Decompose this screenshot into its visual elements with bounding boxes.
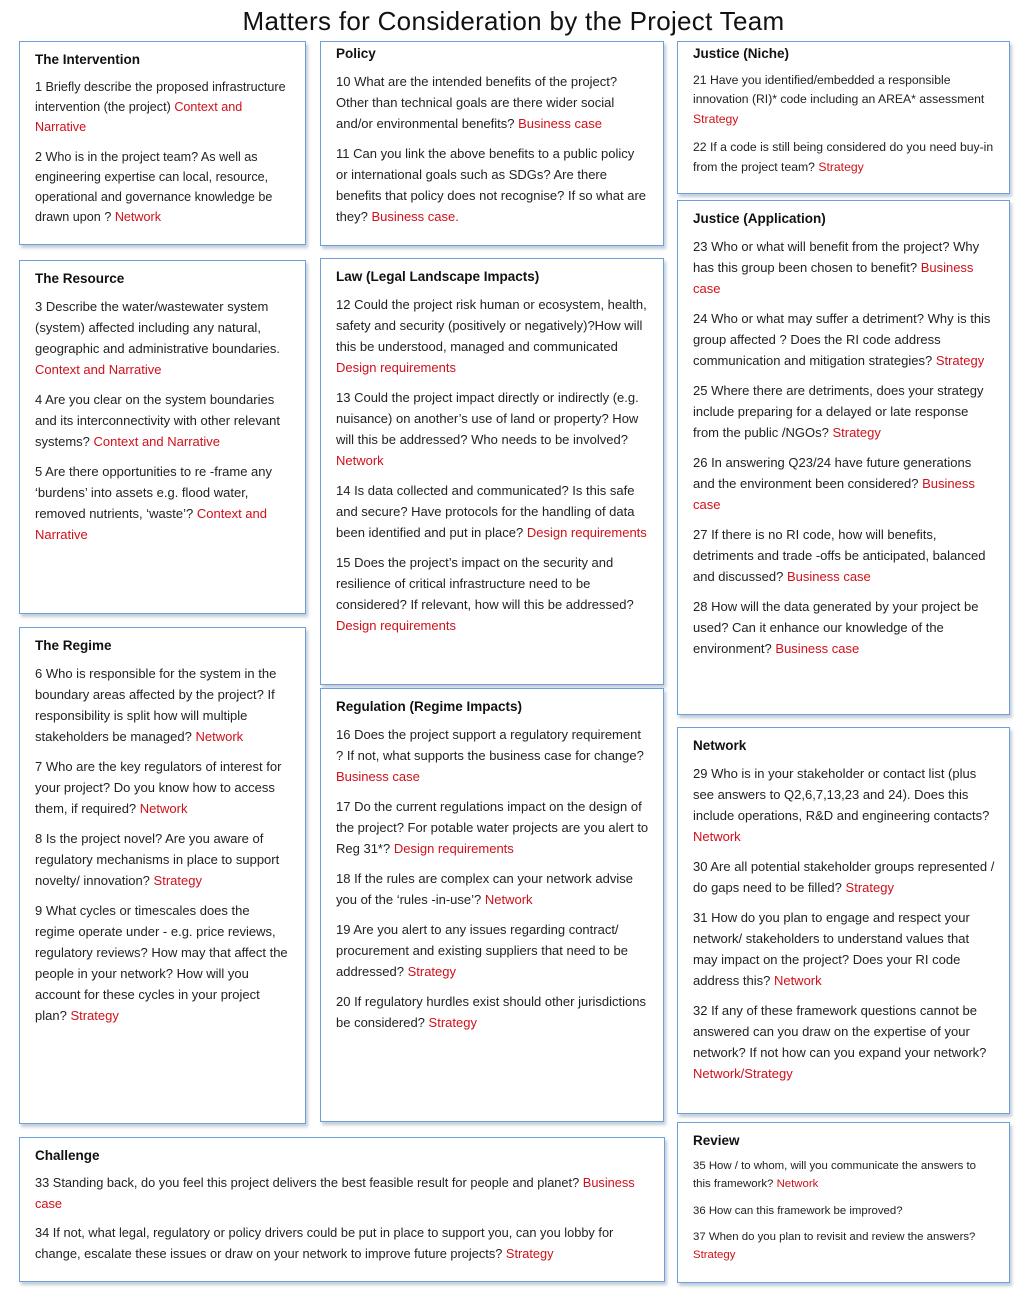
category-tag: Design requirements	[336, 618, 456, 633]
question-5	[35, 461, 291, 545]
question-text: 27 If there is no RI code, how will benefits, detriments and trade -offs be anticipated, balanced and discussed?	[693, 527, 986, 584]
question-text: 10 What are the intended benefits of the project? Other than technical goals are there wider social and/or environmental benefits?	[336, 74, 618, 131]
category-tag: Strategy	[505, 1245, 554, 1261]
review-box	[677, 1122, 1010, 1283]
resource-box	[19, 260, 306, 614]
category-tag: Network	[139, 801, 188, 816]
question-text: 25 Where there are detriments, does your strategy include preparing for a delayed or late response from the public /NGOs?	[693, 383, 984, 440]
page-title: Matters for Consideration by the Project Team	[242, 6, 785, 36]
justice-niche-box	[677, 41, 1010, 194]
question-36	[693, 1203, 995, 1221]
question-text: 19 Are you alert to any issues regarding contract/ procurement and existing suppliers that need to be addressed?	[336, 922, 628, 979]
box-heading: Regulation (Regime Impacts)	[336, 699, 523, 714]
category-tag: Network	[336, 453, 384, 468]
category-tag: Network	[114, 210, 162, 225]
question-text: 4 Are you clear on the system boundaries and its interconnectivity with other relevant systems?	[35, 392, 280, 449]
box-heading: Network	[693, 738, 747, 753]
question-text: 14 Is data collected and communicated? Is this safe and secure? Have protocols for the handling of data been identified and put in place?	[336, 483, 635, 540]
category-tag: Strategy	[845, 880, 894, 895]
question-text: 20 If regulatory hurdles exist should other jurisdictions be considered?	[336, 994, 646, 1030]
question-text: 13 Could the project impact directly or indirectly (e.g. nuisance) on another’s use of land or property? How will this be addressed? Who needs to be involved?	[336, 390, 639, 447]
question-text: 18 If the rules are complex can your network advise you of the ‘rules -in-use’?	[336, 871, 633, 907]
question-30	[693, 856, 995, 898]
question-text: 8 Is the project novel? Are you aware of regulatory mechanisms in place to support novelty/ innovation?	[35, 831, 280, 888]
intervention-box	[19, 41, 306, 245]
category-tag: Strategy	[70, 1008, 119, 1023]
justice-application-box	[677, 200, 1010, 715]
question-text: 30 Are all potential stakeholder groups represented / do gaps need to be filled?	[693, 859, 995, 895]
category-tag: Business case.	[371, 209, 459, 224]
category-tag: Business case	[35, 1175, 635, 1211]
box-heading: Policy	[336, 46, 376, 61]
category-tag: Strategy	[693, 1249, 736, 1262]
category-tag: Context and Narrative	[35, 100, 243, 135]
question-26	[693, 452, 995, 515]
question-28	[693, 596, 995, 659]
question-31	[693, 907, 995, 991]
question-7	[35, 756, 291, 819]
question-3	[35, 296, 291, 380]
question-text: 17 Do the current regulations impact on the design of the project? For potable water projects are you alert to Reg 31*?	[336, 799, 649, 856]
category-tag: Strategy	[818, 159, 864, 174]
question-27	[693, 524, 995, 587]
category-tag: Network	[195, 729, 244, 744]
question-text: 28 How will the data generated by your project be used? Can it enhance our knowledge of the environment?	[693, 599, 979, 656]
box-heading: Review	[693, 1133, 740, 1148]
category-tag: Network	[773, 973, 822, 988]
question-text: 22 If a code is still being considered do you need buy-in from the project team?	[693, 140, 994, 174]
question-text: 32 If any of these framework questions cannot be answered can you draw on the expertise of your network? If not how can you expand your network?	[693, 1003, 987, 1060]
question-29	[693, 763, 995, 847]
question-text: 11 Can you link the above benefits to a public policy or international goals such as SDGs? Are there benefits that policy does not recognise? If so what are they?	[336, 146, 647, 224]
category-tag: Strategy	[693, 111, 739, 126]
category-tag: Strategy	[832, 425, 881, 440]
question-text: 35 How / to whom, will you communicate the answers to this framework?	[693, 1160, 976, 1190]
question-10	[336, 71, 649, 134]
category-tag: Context and Narrative	[35, 506, 267, 542]
policy-box	[320, 41, 664, 246]
question-text: 36 How can this framework be improved?	[693, 1204, 903, 1217]
question-text: 15 Does the project’s impact on the security and resilience of critical infrastructure need to be considered? If relevant, how will this be addressed?	[336, 555, 634, 612]
question-9	[35, 900, 291, 1026]
question-15	[336, 552, 649, 636]
question-text: 16 Does the project support a regulatory requirement ? If not, what supports the business case for change?	[336, 727, 644, 763]
question-text: 3 Describe the water/wastewater system (system) affected including any natural, geographic and administrative boundaries.	[35, 299, 280, 356]
question-text: 24 Who or what may suffer a detriment? Why is this group affected ? Does the RI code address communication and mitigation strategies?	[693, 311, 991, 368]
question-13	[336, 387, 649, 471]
category-tag: Design requirements	[336, 360, 456, 375]
category-tag: Strategy	[407, 964, 456, 979]
question-text: 33 Standing back, do you feel this project delivers the best feasible result for people and planet?	[35, 1175, 580, 1190]
question-25	[693, 380, 995, 443]
category-tag: Context and Narrative	[35, 362, 162, 377]
question-34	[35, 1223, 650, 1264]
question-text: 2 Who is in the project team? As well as engineering expertise can local, resource, operational and governance knowledge be drawn upon ?	[35, 149, 273, 225]
category-tag: Network	[776, 1177, 819, 1190]
regulation-box	[320, 688, 664, 1122]
question-text: 1 Briefly describe the proposed infrastructure intervention (the project)	[35, 80, 286, 115]
category-tag: Business case	[336, 769, 420, 784]
question-22	[693, 138, 995, 177]
category-tag: Network	[693, 829, 741, 844]
question-2	[35, 147, 291, 228]
category-tag: Business case	[693, 476, 975, 512]
question-19	[336, 919, 649, 982]
question-text: 37 When do you plan to revisit and review the answers?	[693, 1231, 976, 1244]
category-tag: Strategy	[935, 353, 985, 368]
category-tag: Design requirements	[526, 525, 647, 540]
question-text: 9 What cycles or timescales does the regime operate under - e.g. price reviews, regulatory reviews? How may that affect the people in your network? How will you account for these cycles in your project plan?	[35, 903, 288, 1023]
question-24	[693, 308, 995, 371]
regime-box	[19, 627, 306, 1124]
question-text: 21 Have you identified/embedded a responsible innovation (RI)* code including an AREA* assessment	[693, 73, 985, 107]
question-20	[336, 991, 649, 1033]
category-tag: Strategy	[428, 1015, 477, 1030]
category-tag: Business case	[786, 569, 871, 584]
question-11	[336, 143, 649, 227]
box-heading: Justice (Application)	[693, 211, 826, 226]
box-heading: The Resource	[35, 271, 125, 286]
question-32	[693, 1000, 995, 1084]
question-23	[693, 236, 995, 299]
question-17	[336, 796, 649, 859]
category-tag: Network	[484, 892, 533, 907]
question-12	[336, 294, 649, 378]
question-21	[693, 71, 995, 129]
category-tag: Business case	[775, 641, 860, 656]
question-14	[336, 480, 649, 543]
question-text: 26 In answering Q23/24 have future generations and the environment been considered?	[693, 455, 972, 491]
challenge-box	[19, 1137, 665, 1282]
question-text: 5 Are there opportunities to re -frame any ‘burdens’ into assets e.g. flood water, removed nutrients, ‘waste’?	[35, 464, 273, 521]
question-text: 29 Who is in your stakeholder or contact list (plus see answers to Q2,6,7,13,23 and 24). Does this include operations, R&D and engineering contacts?	[693, 766, 990, 823]
category-tag: Business case	[518, 116, 602, 131]
category-tag: Strategy	[153, 873, 202, 888]
question-18	[336, 868, 649, 910]
box-heading: The Regime	[35, 638, 112, 653]
box-heading: Justice (Niche)	[693, 46, 790, 61]
question-8	[35, 828, 291, 891]
question-text: 31 How do you plan to engage and respect your network/ stakeholders to understand values that may impact on the project? Does your RI code address this?	[693, 910, 970, 988]
category-tag: Business case	[693, 260, 974, 296]
question-text: 12 Could the project risk human or ecosystem, health, safety and security (positively or negatively)?How will this be understood, managed and communicated	[336, 297, 647, 354]
question-35	[693, 1158, 995, 1194]
box-heading: Challenge	[35, 1148, 100, 1163]
law-box	[320, 258, 664, 685]
question-16	[336, 724, 649, 787]
category-tag: Network/Strategy	[693, 1066, 793, 1081]
box-heading: Law (Legal Landscape Impacts)	[336, 269, 540, 284]
category-tag: Design requirements	[393, 841, 514, 856]
question-33	[35, 1173, 650, 1214]
question-text: 6 Who is responsible for the system in the boundary areas affected by the project? If responsibility is split how will multiple stakeholders be managed?	[35, 666, 277, 744]
question-1	[35, 77, 291, 138]
question-text: 34 If not, what legal, regulatory or policy drivers could be put in place to support you, can you lobby for change, escalate these issues or draw on your network to improve future projects?	[35, 1225, 614, 1261]
category-tag: Context and Narrative	[93, 434, 220, 449]
question-6	[35, 663, 291, 747]
network-box	[677, 727, 1010, 1114]
question-text: 7 Who are the key regulators of interest for your project? Do you know how to access them, if required?	[35, 759, 282, 816]
question-text: 23 Who or what will benefit from the project? Why has this group been chosen to benefit?	[693, 239, 980, 275]
question-37	[693, 1229, 995, 1265]
box-heading: The Intervention	[35, 52, 141, 67]
question-4	[35, 389, 291, 452]
